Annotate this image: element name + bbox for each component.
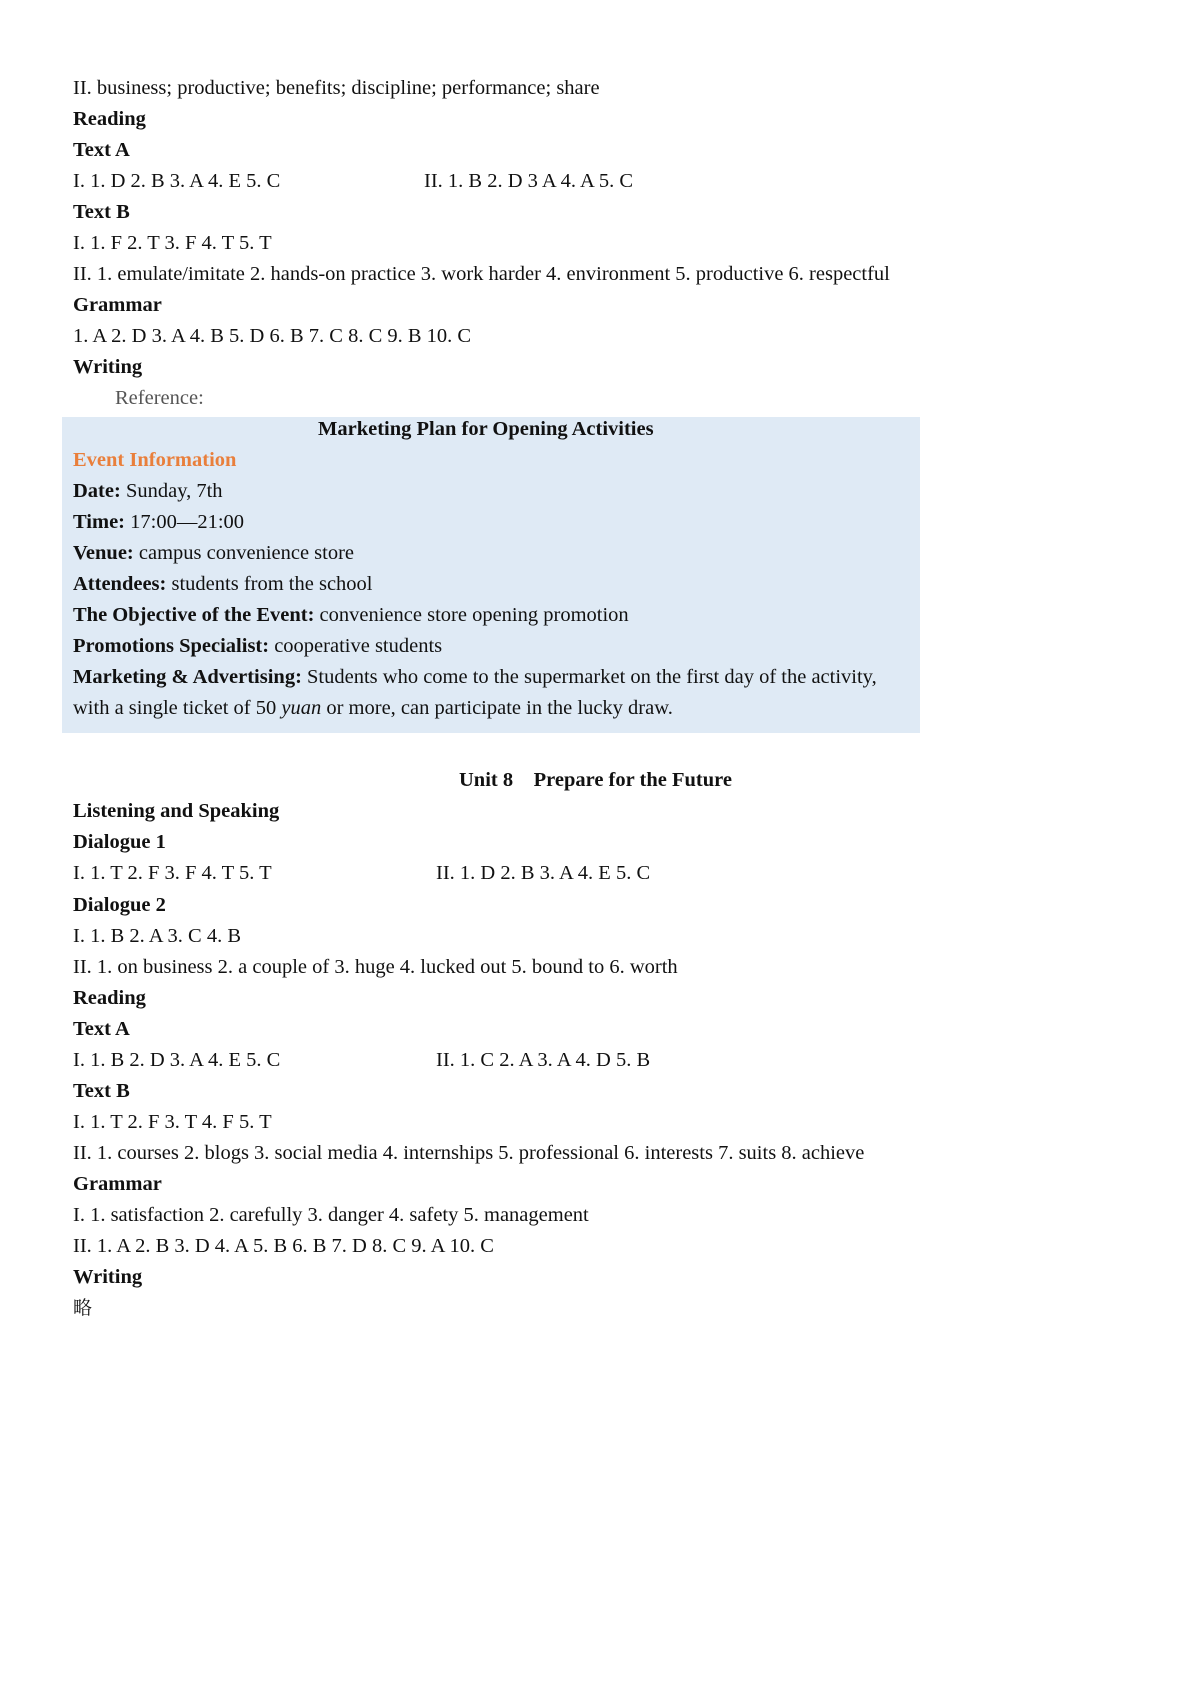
plan-attendees [73, 569, 373, 599]
plan-time [73, 507, 244, 537]
specialist-value: cooperative students [269, 635, 443, 657]
plan-marketing [73, 662, 877, 692]
section-heading-grammar: Grammar [73, 294, 162, 316]
time-value: 17:00—21:00 [125, 511, 245, 533]
unit8-text-b-part-i: I. 1. T 2. F 3. T 4. F 5. T [73, 1111, 272, 1133]
unit8-section-heading-writing: Writing [73, 1266, 143, 1288]
unit8-text-b-part-ii: II. 1. courses 2. blogs 3. social media 4. internships 5. professional 6. interests 7. suits 8. achieve [73, 1142, 865, 1164]
plan-specialist [73, 631, 442, 661]
objective-label: The Objective of the Event: [73, 604, 315, 626]
specialist-label: Promotions Specialist: [73, 635, 270, 657]
attendees-label: Attendees: [73, 573, 167, 595]
unit8-section-heading-grammar: Grammar [73, 1173, 162, 1195]
subheading-dialogue-1: Dialogue 1 [73, 831, 166, 853]
date-value: Sunday, 7th [120, 480, 223, 502]
subheading-text-a: Text A [73, 139, 130, 161]
marketing-line2-italic: yuan [281, 697, 322, 719]
plan-objective [73, 600, 629, 630]
venue-label: Venue: [73, 542, 134, 564]
unit8-subheading-text-b: Text B [73, 1080, 130, 1102]
section-heading-writing: Writing [73, 356, 143, 378]
marketing-value: Students who come to the supermarket on the first day of the activity, [301, 666, 877, 688]
vocab-answers: II. business; productive; benefits; discipline; performance; share [73, 77, 600, 99]
objective-value: convenience store opening promotion [314, 604, 629, 626]
unit8-text-a-part-i: I. 1. B 2. D 3. A 4. E 5. C [73, 1049, 281, 1071]
text-a-part-i: I. 1. D 2. B 3. A 4. E 5. C [73, 170, 281, 192]
unit8-section-heading-reading: Reading [73, 987, 146, 1009]
unit8-writing-value: 略 [73, 1297, 93, 1319]
unit8-grammar-part-ii: II. 1. A 2. B 3. D 4. A 5. B 6. B 7. D 8. C 9. A 10. C [73, 1235, 494, 1257]
reference-label: Reference: [115, 387, 204, 409]
section-heading-listening: Listening and Speaking [73, 800, 280, 822]
marketing-line2-end: or more, can participate in the lucky draw. [321, 697, 673, 719]
unit8-subheading-text-a: Text A [73, 1018, 130, 1040]
dialogue-1-part-i: I. 1. T 2. F 3. F 4. T 5. T [73, 862, 272, 884]
section-heading-reading: Reading [73, 108, 146, 130]
date-label: Date: [73, 480, 121, 502]
venue-value: campus convenience store [133, 542, 355, 564]
marketing-label: Marketing & Advertising: [73, 666, 302, 688]
text-b-part-i: I. 1. F 2. T 3. F 4. T 5. T [73, 232, 272, 254]
subheading-text-b: Text B [73, 201, 130, 223]
unit8-heading: Unit 8 Prepare for the Future [459, 769, 732, 791]
dialogue-1-part-ii: II. 1. D 2. B 3. A 4. E 5. C [436, 862, 651, 884]
plan-date [73, 476, 223, 506]
text-a-part-ii: II. 1. B 2. D 3 A 4. A 5. C [424, 170, 634, 192]
dialogue-2-part-i: I. 1. B 2. A 3. C 4. B [73, 925, 242, 947]
time-label: Time: [73, 511, 126, 533]
unit8-grammar-part-i: I. 1. satisfaction 2. carefully 3. danger 4. safety 5. management [73, 1204, 589, 1226]
attendees-value: students from the school [166, 573, 373, 595]
unit8-text-a-part-ii: II. 1. C 2. A 3. A 4. D 5. B [436, 1049, 651, 1071]
event-information-heading: Event Information [73, 449, 237, 471]
text-b-part-ii: II. 1. emulate/imitate 2. hands-on practice 3. work harder 4. environment 5. productive 6. respectful [73, 263, 890, 285]
plan-venue [73, 538, 354, 568]
marketing-plan-title: Marketing Plan for Opening Activities [318, 418, 654, 440]
marketing-line2-start: with a single ticket of 50 [73, 697, 282, 719]
grammar-answers: 1. A 2. D 3. A 4. B 5. D 6. B 7. C 8. C 9. B 10. C [73, 325, 472, 347]
dialogue-2-part-ii: II. 1. on business 2. a couple of 3. huge 4. lucked out 5. bound to 6. worth [73, 956, 678, 978]
plan-marketing-line2 [73, 693, 673, 723]
subheading-dialogue-2: Dialogue 2 [73, 894, 166, 916]
